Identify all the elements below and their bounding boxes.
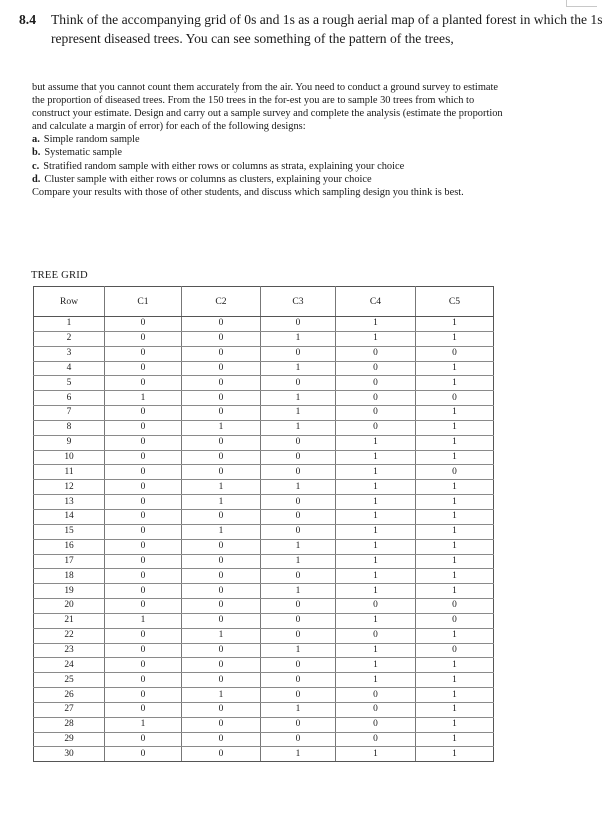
tree-cell: 1 — [261, 702, 336, 717]
table-row — [34, 331, 494, 346]
row-number-cell: 8 — [34, 420, 105, 435]
tree-cell: 1 — [416, 450, 494, 465]
row-number-cell: 6 — [34, 391, 105, 406]
row-number-cell: 11 — [34, 465, 105, 480]
tree-cell: 0 — [261, 435, 336, 450]
tree-cell: 1 — [336, 465, 416, 480]
header-c4: C4 — [336, 287, 416, 317]
tree-cell: 1 — [416, 628, 494, 643]
header-c5: C5 — [416, 287, 494, 317]
tree-cell: 0 — [336, 406, 416, 421]
design-item: c. Stratified random sample with either rows or columns as strata, explaining your choice — [32, 160, 405, 172]
table-row — [34, 509, 494, 524]
tree-cell: 0 — [105, 480, 182, 495]
tree-cell: 1 — [261, 554, 336, 569]
tree-cell: 0 — [416, 643, 494, 658]
row-number-cell: 17 — [34, 554, 105, 569]
tree-cell: 1 — [336, 584, 416, 599]
tree-cell: 1 — [336, 554, 416, 569]
table-row — [34, 673, 494, 688]
tree-cell: 0 — [105, 732, 182, 747]
tree-cell: 0 — [416, 391, 494, 406]
tree-cell: 0 — [105, 554, 182, 569]
tree-cell: 1 — [416, 539, 494, 554]
tree-cell: 1 — [416, 376, 494, 391]
tree-cell: 0 — [105, 406, 182, 421]
row-number-cell: 18 — [34, 569, 105, 584]
table-row — [34, 435, 494, 450]
tree-cell: 1 — [416, 732, 494, 747]
tree-cell: 0 — [105, 628, 182, 643]
problem-number: 8.4 — [19, 12, 36, 27]
row-number-cell: 30 — [34, 747, 105, 762]
row-number-cell: 9 — [34, 435, 105, 450]
table-row — [34, 702, 494, 717]
tree-cell: 1 — [336, 613, 416, 628]
tree-cell: 0 — [182, 569, 261, 584]
tree-cell: 1 — [105, 613, 182, 628]
tree-cell: 1 — [336, 673, 416, 688]
tree-cell: 0 — [261, 732, 336, 747]
tree-cell: 0 — [105, 599, 182, 614]
row-number-cell: 16 — [34, 539, 105, 554]
tree-cell: 0 — [336, 376, 416, 391]
tree-cell: 0 — [182, 391, 261, 406]
tree-cell: 1 — [336, 747, 416, 762]
tree-cell: 0 — [105, 509, 182, 524]
tree-cell: 0 — [261, 628, 336, 643]
tree-cell: 1 — [261, 643, 336, 658]
row-number-cell: 23 — [34, 643, 105, 658]
row-number-cell: 10 — [34, 450, 105, 465]
tree-cell: 0 — [182, 317, 261, 332]
tree-cell: 1 — [416, 524, 494, 539]
tree-cell: 0 — [261, 509, 336, 524]
table-row — [34, 480, 494, 495]
tree-cell: 1 — [261, 480, 336, 495]
table-row — [34, 420, 494, 435]
tree-cell: 1 — [416, 420, 494, 435]
tree-cell: 1 — [336, 495, 416, 510]
tree-cell: 0 — [261, 658, 336, 673]
tree-cell: 0 — [182, 539, 261, 554]
row-number-cell: 13 — [34, 495, 105, 510]
tree-cell: 1 — [416, 435, 494, 450]
tree-cell: 0 — [105, 420, 182, 435]
tree-cell: 0 — [182, 643, 261, 658]
row-number-cell: 25 — [34, 673, 105, 688]
tree-cell: 0 — [182, 406, 261, 421]
tree-cell: 0 — [336, 361, 416, 376]
tree-cell: 1 — [105, 391, 182, 406]
tree-cell: 0 — [182, 702, 261, 717]
tree-cell: 0 — [182, 599, 261, 614]
row-number-cell: 26 — [34, 688, 105, 703]
tree-cell: 1 — [336, 435, 416, 450]
tree-cell: 1 — [336, 569, 416, 584]
tree-cell: 1 — [261, 584, 336, 599]
tree-cell: 1 — [182, 688, 261, 703]
tree-cell: 1 — [416, 673, 494, 688]
problem-paragraph: but assume that you cannot count them accurately from the air. You need to conduct a ground survey to estimate the proportion of diseased trees. From the 150 trees in the for-est you are to sample 30 trees from which to construct your estimate. Design and carry out a sample survey and complete the analysis (estimate the proportion and calculate a margin of error) for each of the following designs: — [32, 82, 503, 133]
table-row — [34, 554, 494, 569]
tree-cell: 0 — [105, 658, 182, 673]
tree-cell: 1 — [336, 450, 416, 465]
problem-heading — [19, 10, 604, 48]
tree-cell: 1 — [182, 524, 261, 539]
table-row — [34, 524, 494, 539]
row-number-cell: 19 — [34, 584, 105, 599]
tree-cell: 0 — [261, 450, 336, 465]
row-number-cell: 27 — [34, 702, 105, 717]
row-number-cell: 7 — [34, 406, 105, 421]
row-number-cell: 20 — [34, 599, 105, 614]
tree-cell: 1 — [416, 569, 494, 584]
tree-cell: 0 — [261, 524, 336, 539]
tree-cell: 1 — [105, 717, 182, 732]
tree-cell: 0 — [261, 688, 336, 703]
row-number-cell: 29 — [34, 732, 105, 747]
tree-cell: 1 — [416, 480, 494, 495]
tree-cell: 0 — [336, 717, 416, 732]
problem-closing: Compare your results with those of other students, and discuss which sampling design you think is best. — [32, 186, 464, 198]
tree-cell: 1 — [336, 643, 416, 658]
tree-cell: 1 — [416, 406, 494, 421]
tree-cell: 0 — [336, 628, 416, 643]
row-number-cell: 3 — [34, 346, 105, 361]
tree-cell: 0 — [336, 599, 416, 614]
design-item: a. Simple random sample — [32, 134, 140, 146]
tree-cell: 1 — [416, 361, 494, 376]
tree-cell: 0 — [336, 346, 416, 361]
tree-cell: 0 — [105, 539, 182, 554]
tree-cell: 0 — [105, 450, 182, 465]
table-row — [34, 450, 494, 465]
table-body — [34, 317, 494, 762]
tree-cell: 0 — [105, 643, 182, 658]
tree-cell: 0 — [336, 702, 416, 717]
tree-cell: 1 — [182, 420, 261, 435]
table-row — [34, 584, 494, 599]
tree-cell: 1 — [416, 702, 494, 717]
row-number-cell: 5 — [34, 376, 105, 391]
tree-cell: 0 — [182, 331, 261, 346]
tree-cell: 0 — [261, 569, 336, 584]
tree-cell: 0 — [182, 450, 261, 465]
tree-cell: 1 — [261, 406, 336, 421]
table-row — [34, 688, 494, 703]
table-row — [34, 643, 494, 658]
tree-cell: 1 — [336, 524, 416, 539]
table-row — [34, 658, 494, 673]
table-header-row — [34, 287, 494, 317]
tree-cell: 1 — [336, 317, 416, 332]
tree-cell: 1 — [261, 391, 336, 406]
tree-cell: 1 — [416, 717, 494, 732]
tree-cell: 0 — [416, 465, 494, 480]
table-row — [34, 747, 494, 762]
tree-cell: 0 — [105, 465, 182, 480]
tree-cell: 1 — [416, 331, 494, 346]
table-row — [34, 465, 494, 480]
tree-cell: 0 — [182, 361, 261, 376]
tree-cell: 0 — [261, 495, 336, 510]
tree-cell: 0 — [182, 732, 261, 747]
row-number-cell: 21 — [34, 613, 105, 628]
row-number-cell: 22 — [34, 628, 105, 643]
table-row — [34, 376, 494, 391]
table-row — [34, 539, 494, 554]
tree-cell: 0 — [182, 673, 261, 688]
table-row — [34, 346, 494, 361]
tree-cell: 0 — [105, 584, 182, 599]
tree-cell: 1 — [416, 688, 494, 703]
tree-cell: 0 — [105, 673, 182, 688]
tree-cell: 1 — [182, 628, 261, 643]
tree-cell: 1 — [261, 331, 336, 346]
table-row — [34, 361, 494, 376]
header-c1: C1 — [105, 287, 182, 317]
design-item: d. Cluster sample with either rows or columns as clusters, explaining your choice — [32, 173, 372, 185]
table-row — [34, 317, 494, 332]
tree-cell: 0 — [261, 613, 336, 628]
table-row — [34, 628, 494, 643]
tree-cell: 0 — [182, 465, 261, 480]
tree-cell: 0 — [182, 376, 261, 391]
tree-cell: 0 — [336, 732, 416, 747]
tree-cell: 0 — [261, 376, 336, 391]
tree-cell: 0 — [182, 717, 261, 732]
header-c3: C3 — [261, 287, 336, 317]
tree-cell: 1 — [261, 747, 336, 762]
tree-cell: 0 — [105, 688, 182, 703]
tree-cell: 0 — [261, 465, 336, 480]
problem-heading-text: Think of the accompanying grid of 0s and 1s as a rough aerial map of a planted forest in which the 1s represent diseased trees. You can see something of the pattern of the trees, — [51, 12, 603, 46]
tree-cell: 0 — [182, 554, 261, 569]
row-number-cell: 4 — [34, 361, 105, 376]
table-row — [34, 569, 494, 584]
tree-cell: 0 — [105, 495, 182, 510]
tree-cell: 1 — [416, 658, 494, 673]
row-number-cell: 12 — [34, 480, 105, 495]
row-number-cell: 2 — [34, 331, 105, 346]
tree-cell: 0 — [182, 747, 261, 762]
tree-cell: 1 — [336, 509, 416, 524]
tree-cell: 0 — [416, 613, 494, 628]
row-number-cell: 24 — [34, 658, 105, 673]
row-number-cell: 15 — [34, 524, 105, 539]
row-number-cell: 28 — [34, 717, 105, 732]
tree-cell: 1 — [336, 539, 416, 554]
tree-cell: 0 — [105, 702, 182, 717]
table-row — [34, 406, 494, 421]
tree-cell: 0 — [336, 420, 416, 435]
problem-body — [32, 81, 510, 199]
tree-cell: 0 — [336, 391, 416, 406]
row-number-cell: 14 — [34, 509, 105, 524]
tree-cell: 1 — [416, 747, 494, 762]
design-list — [32, 133, 510, 185]
tree-cell: 0 — [105, 524, 182, 539]
header-c2: C2 — [182, 287, 261, 317]
table-row — [34, 599, 494, 614]
table-row — [34, 732, 494, 747]
table-row — [34, 613, 494, 628]
tree-grid-table — [33, 286, 494, 762]
tree-cell: 1 — [416, 554, 494, 569]
tree-cell: 0 — [105, 569, 182, 584]
tree-cell: 0 — [182, 435, 261, 450]
tree-cell: 0 — [105, 376, 182, 391]
tree-cell: 0 — [416, 599, 494, 614]
table-row — [34, 717, 494, 732]
table-row — [34, 391, 494, 406]
tree-cell: 1 — [182, 480, 261, 495]
tree-cell: 1 — [336, 658, 416, 673]
design-item: b. Systematic sample — [32, 147, 123, 159]
header-row: Row — [34, 287, 105, 317]
tree-cell: 0 — [182, 346, 261, 361]
tree-cell: 0 — [105, 361, 182, 376]
tree-cell: 0 — [261, 346, 336, 361]
tree-cell: 0 — [336, 688, 416, 703]
tree-cell: 1 — [336, 331, 416, 346]
tree-cell: 0 — [182, 509, 261, 524]
tree-cell: 0 — [182, 613, 261, 628]
tree-cell: 0 — [416, 346, 494, 361]
tree-cell: 0 — [105, 317, 182, 332]
tree-cell: 1 — [261, 361, 336, 376]
tree-cell: 1 — [416, 495, 494, 510]
tree-cell: 0 — [105, 331, 182, 346]
tree-cell: 1 — [261, 420, 336, 435]
page-corner-mark — [566, 0, 597, 7]
tree-cell: 0 — [261, 317, 336, 332]
tree-cell: 1 — [416, 317, 494, 332]
tree-cell: 1 — [416, 584, 494, 599]
tree-cell: 0 — [182, 584, 261, 599]
tree-cell: 0 — [261, 599, 336, 614]
tree-cell: 1 — [416, 509, 494, 524]
tree-cell: 0 — [105, 435, 182, 450]
tree-cell: 1 — [261, 539, 336, 554]
row-number-cell: 1 — [34, 317, 105, 332]
tree-cell: 0 — [182, 658, 261, 673]
tree-cell: 0 — [105, 346, 182, 361]
tree-cell: 0 — [261, 717, 336, 732]
tree-cell: 1 — [336, 480, 416, 495]
grid-title: TREE GRID — [31, 270, 88, 281]
tree-cell: 1 — [182, 495, 261, 510]
tree-cell: 0 — [105, 747, 182, 762]
table-row — [34, 495, 494, 510]
tree-cell: 0 — [261, 673, 336, 688]
